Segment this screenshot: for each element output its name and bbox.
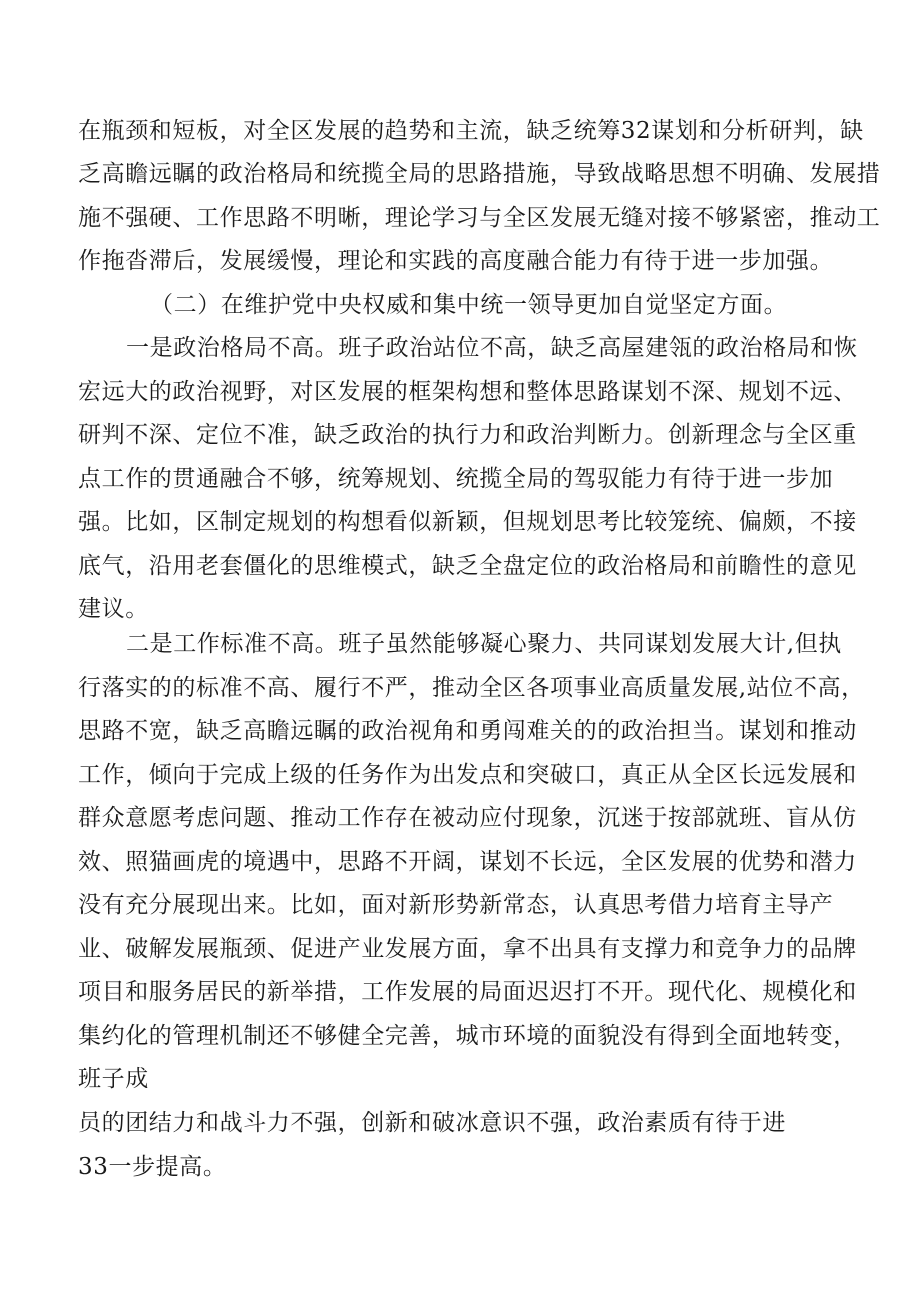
text-line: 作拖沓滞后，发展缓慢，理论和实践的高度融合能力有待于进一步加强。 — [78, 248, 834, 274]
section-heading: （二）在维护党中央权威和集中统一领导更加自觉坚定方面。 — [150, 292, 788, 318]
text-line: 乏高瞻远瞩的政治格局和统揽全局的思路措施，导致战略思想不明确、发展措 — [78, 161, 881, 187]
text-line: 研判不深、定位不准，缺乏政治的执行力和政治判断力。创新理念与全区重 — [78, 422, 857, 448]
text-line: 宏远大的政治视野，对区发展的框架构想和整体思路谋划不深、规划不远、 — [78, 379, 857, 405]
text-line: 思路不宽，缺乏高瞻远瞩的政治视角和勇闯难关的的政治担当。谋划和推动 — [78, 718, 857, 744]
text-line: 班子成 — [78, 1066, 149, 1092]
text-line: 二是工作标准不高。班子虽然能够凝心聚力、共同谋划发展大计,但执 — [126, 631, 842, 657]
text-line: 行落实的的标准不高、履行不严，推动全区各项事业高质量发展,站位不高， — [78, 675, 865, 701]
text-line: 没有充分展现出来。比如，面对新形势新常态，认真思考借力培育主导产 — [78, 892, 834, 918]
text-line: 强。比如，区制定规划的构想看似新颖，但规划思考比较笼统、偏颇，不接 — [78, 509, 857, 535]
text-line: 群众意愿考虑问题、推动工作存在被动应付现象，沉迷于按部就班、盲从仿 — [78, 805, 857, 831]
text-line: 33一步提高。 — [78, 1154, 227, 1180]
text-line: 项目和服务居民的新举措，工作发展的局面迟迟打不开。现代化、规模化和 — [78, 979, 857, 1005]
text-line: 工作，倾向于完成上级的任务作为出发点和突破口，真正从全区长远发展和 — [78, 762, 857, 788]
text-line: 集约化的管理机制还不够健全完善，城市环境的面貌没有得到全面地转变， — [78, 1023, 857, 1049]
text-line: 一是政治格局不高。班子政治站位不高，缺乏高屋建瓴的政治格局和恢 — [126, 335, 858, 361]
text-line: 效、照猫画虎的境遇中，思路不开阔，谋划不长远，全区发展的优势和潜力 — [78, 849, 857, 875]
text-line: 员的团结力和战斗力不强，创新和破冰意识不强，政治素质有待于进 — [78, 1110, 786, 1136]
text-line: 施不强硬、工作思路不明晰，理论学习与全区发展无缝对接不够紧密，推动工 — [78, 205, 881, 231]
text-line: 在瓶颈和短板，对全区发展的趋势和主流，缺乏统筹32谋划和分析研判，缺 — [78, 118, 864, 144]
text-line: 建议。 — [78, 596, 149, 622]
text-line: 点工作的贯通融合不够，统筹规划、统揽全局的驾驭能力有待于进一步加 — [78, 466, 834, 492]
text-line: 业、破解发展瓶颈、促进产业发展方面，拿不出具有支撑力和竞争力的品牌 — [78, 936, 857, 962]
text-line: 底气，沿用老套僵化的思维模式，缺乏全盘定位的政治格局和前瞻性的意见 — [78, 553, 857, 579]
